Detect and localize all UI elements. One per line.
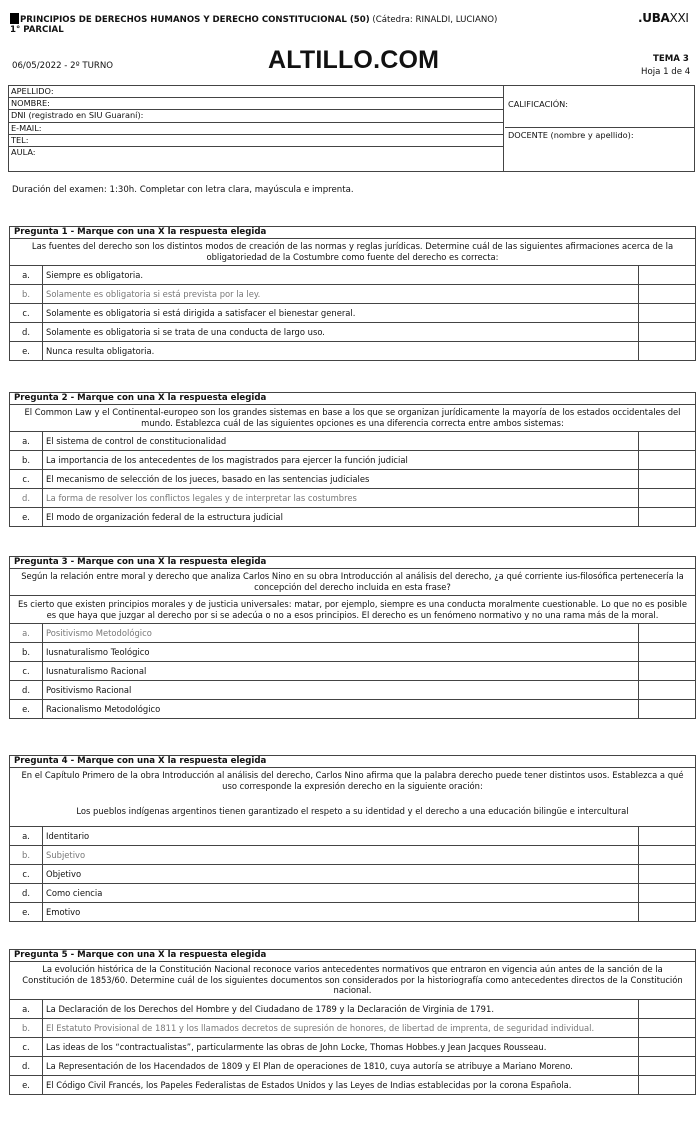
option-text: Solamente es obligatoria si está prevista por la ley. — [43, 285, 639, 303]
option-letter: d. — [10, 681, 43, 699]
answer-box[interactable] — [639, 304, 695, 322]
option-row[interactable] — [10, 470, 695, 489]
option-row[interactable] — [10, 827, 695, 846]
option-text: Las ideas de los “contractualistas”, particularmente las obras de John Locke, Thomas Hobbes.y Jean Jacques Rousseau. — [43, 1038, 639, 1056]
answer-box[interactable] — [639, 323, 695, 341]
option-row[interactable] — [10, 624, 695, 643]
answer-box[interactable] — [639, 451, 695, 469]
course-title-catedra: (Cátedra: RINALDI, LUCIANO) — [369, 15, 498, 25]
option-text: El Código Civil Francés, los Papeles Federalistas de Estados Unidos y las Leyes de Indias establecidas por la corona Española. — [43, 1076, 639, 1094]
option-letter: e. — [10, 700, 43, 718]
option-row[interactable] — [10, 1038, 695, 1057]
student-fields — [9, 86, 504, 171]
answer-box[interactable] — [639, 1000, 695, 1018]
tema-label: TEMA 3 — [653, 54, 689, 64]
option-letter: b. — [10, 451, 43, 469]
question-4 — [9, 755, 696, 922]
option-text: La importancia de los antecedentes de los magistrados para ejercer la función judicial — [43, 451, 639, 469]
option-letter: d. — [10, 489, 43, 507]
answer-box[interactable] — [639, 1057, 695, 1075]
answer-box[interactable] — [639, 470, 695, 488]
field-nombre[interactable]: NOMBRE: — [9, 98, 503, 110]
question-title: Pregunta 2 - Marque con una X la respuesta elegida — [10, 393, 695, 405]
option-text: Siempre es obligatoria. — [43, 266, 639, 284]
answer-box[interactable] — [639, 266, 695, 284]
question-1 — [9, 226, 696, 361]
option-letter: c. — [10, 865, 43, 883]
field-aula[interactable]: AULA: — [11, 146, 36, 157]
option-text: La Declaración de los Derechos del Hombre y del Ciudadano de 1789 y la Declaración de Virginia de 1791. — [43, 1000, 639, 1018]
option-letter: e. — [10, 342, 43, 360]
option-text: Como ciencia — [43, 884, 639, 902]
option-letter: e. — [10, 903, 43, 921]
answer-box[interactable] — [639, 285, 695, 303]
option-row[interactable] — [10, 323, 695, 342]
answer-box[interactable] — [639, 1019, 695, 1037]
field-apellido[interactable]: APELLIDO: — [9, 86, 503, 98]
option-text: Identitario — [43, 827, 639, 845]
option-text: Subjetivo — [43, 846, 639, 864]
question-stem: Las fuentes del derecho son los distintos modos de creación de las normas y reglas jurídicas. Determine cuál de las siguientes afirmaciones acerca de la obligatoriedad de la Costumbre como fuente del derecho es correcta: — [10, 239, 695, 266]
field-calificacion: CALIFICACIÓN: — [505, 86, 695, 128]
option-letter: e. — [10, 508, 43, 526]
answer-box[interactable] — [639, 827, 695, 845]
option-text: La forma de resolver los conflictos legales y de interpretar las costumbres — [43, 489, 639, 507]
option-text: Iusnaturalismo Racional — [43, 662, 639, 680]
question-5 — [9, 949, 696, 1095]
option-letter: a. — [10, 827, 43, 845]
field-docente: DOCENTE (nombre y apellido): — [508, 130, 634, 140]
option-row[interactable] — [10, 285, 695, 304]
option-row[interactable] — [10, 1057, 695, 1076]
answer-box[interactable] — [639, 432, 695, 450]
option-row[interactable] — [10, 700, 695, 719]
question-title: Pregunta 5 - Marque con una X la respuesta elegida — [10, 950, 695, 962]
answer-box[interactable] — [639, 846, 695, 864]
option-row[interactable] — [10, 865, 695, 884]
course-title — [10, 13, 570, 25]
answer-box[interactable] — [639, 662, 695, 680]
option-row[interactable] — [10, 266, 695, 285]
option-letter: c. — [10, 304, 43, 322]
option-letter: c. — [10, 662, 43, 680]
option-row[interactable] — [10, 903, 695, 922]
answer-box[interactable] — [639, 884, 695, 902]
exam-type: 1° PARCIAL — [10, 25, 64, 35]
question-title: Pregunta 4 - Marque con una X la respuesta elegida — [10, 756, 695, 768]
question-stem: La evolución histórica de la Constitución Nacional reconoce varios antecedentes normativos que entraron en vigencia aún antes de la sanción de la Constitución de 1853/60. Determine cuál de los siguientes documentos son considerados por la historiografía como antecedentes directos de la Constitución nacional. — [10, 962, 695, 1000]
option-letter: a. — [10, 266, 43, 284]
option-letter: e. — [10, 1076, 43, 1094]
question-quote: Los pueblos indígenas argentinos tienen garantizado el respeto a su identidad y el derecho a una educación bilingüe e intercultural — [10, 794, 695, 827]
option-text: Solamente es obligatoria si está dirigida a satisfacer el bienestar general. — [43, 304, 639, 322]
option-row[interactable] — [10, 304, 695, 323]
option-text: Racionalismo Metodológico — [43, 700, 639, 718]
answer-box[interactable] — [639, 865, 695, 883]
option-letter: c. — [10, 470, 43, 488]
option-row[interactable] — [10, 1076, 695, 1095]
option-text: Positivismo Racional — [43, 681, 639, 699]
answer-box[interactable] — [639, 903, 695, 921]
option-row[interactable] — [10, 1000, 695, 1019]
option-row[interactable] — [10, 884, 695, 903]
option-letter: a. — [10, 432, 43, 450]
option-row[interactable] — [10, 662, 695, 681]
question-2 — [9, 392, 696, 527]
option-text: Nunca resulta obligatoria. — [43, 342, 639, 360]
option-row[interactable] — [10, 846, 695, 865]
field-tel[interactable]: TEL: — [9, 135, 503, 147]
option-row[interactable] — [10, 342, 695, 361]
logo-uba: .UBA — [638, 11, 670, 25]
option-row[interactable] — [10, 508, 695, 527]
uba-xxi-logo — [638, 11, 689, 25]
option-text: El modo de organización federal de la estructura judicial — [43, 508, 639, 526]
option-letter: d. — [10, 884, 43, 902]
answer-box[interactable] — [639, 508, 695, 526]
answer-box[interactable] — [639, 342, 695, 360]
question-title: Pregunta 3 - Marque con una X la respuesta elegida — [10, 557, 695, 569]
exam-date: 06/05/2022 - 2º TURNO — [12, 61, 114, 71]
watermark-brand: ALTILLO.COM — [268, 46, 440, 74]
field-email[interactable]: E-MAIL: — [9, 123, 503, 135]
answer-box[interactable] — [639, 681, 695, 699]
option-text: El Estatuto Provisional de 1811 y los llamados decretos de supresión de honores, de libertad de imprenta, de seguridad individual. — [43, 1019, 639, 1037]
option-row[interactable] — [10, 681, 695, 700]
logo-xxi: XXI — [669, 11, 689, 25]
question-stem: En el Capítulo Primero de la obra Introducción al análisis del derecho, Carlos Nino afirma que la palabra derecho puede tener distintos usos. Establezca a qué uso corresponde la expresión derecho en la siguiente oración: — [21, 770, 684, 791]
answer-box[interactable] — [639, 700, 695, 718]
option-text: El sistema de control de constitucionalidad — [43, 432, 639, 450]
option-row[interactable] — [10, 643, 695, 662]
exam-instructions: Duración del examen: 1:30h. Completar con letra clara, mayúscula e imprenta. — [12, 185, 354, 195]
answer-box[interactable] — [639, 624, 695, 642]
option-letter: a. — [10, 624, 43, 642]
answer-box[interactable] — [639, 1038, 695, 1056]
option-text: Objetivo — [43, 865, 639, 883]
field-dni[interactable]: DNI (registrado en SIU Guaraní): — [9, 110, 503, 122]
question-stem: El Common Law y el Continental-europeo son los grandes sistemas en base a los que se organizan jurídicamente la mayoría de los estados occidentales del mundo. Establezca cuál de las siguientes opciones es una diferencia correcta entre ambos sistemas: — [10, 405, 695, 432]
option-letter: b. — [10, 1019, 43, 1037]
option-text: Emotivo — [43, 903, 639, 921]
course-title-bold: PRINCIPIOS DE DERECHOS HUMANOS Y DERECHO CONSTITUCIONAL (50) — [20, 15, 370, 25]
option-text: El mecanismo de selección de los jueces, basado en las sentencias judiciales — [43, 470, 639, 488]
option-letter: c. — [10, 1038, 43, 1056]
option-text: Solamente es obligatoria si se trata de una conducta de largo uso. — [43, 323, 639, 341]
page-count: Hoja 1 de 4 — [641, 67, 691, 77]
answer-box[interactable] — [639, 643, 695, 661]
option-letter: b. — [10, 846, 43, 864]
option-row[interactable] — [10, 489, 695, 508]
option-letter: b. — [10, 643, 43, 661]
answer-box[interactable] — [639, 489, 695, 507]
option-letter: d. — [10, 1057, 43, 1075]
option-text: La Representación de los Hacendados de 1809 y El Plan de operaciones de 1810, cuya autoría se atribuye a Mariano Moreno. — [43, 1057, 639, 1075]
option-row[interactable] — [10, 1019, 695, 1038]
option-text: Positivismo Metodológico — [43, 624, 639, 642]
answer-box[interactable] — [639, 1076, 695, 1094]
option-letter: a. — [10, 1000, 43, 1018]
option-row[interactable] — [10, 432, 695, 451]
question-title: Pregunta 1 - Marque con una X la respuesta elegida — [10, 227, 695, 239]
option-text: Iusnaturalismo Teológico — [43, 643, 639, 661]
student-info-table — [8, 85, 695, 172]
question-3 — [9, 556, 696, 719]
question-quote: Es cierto que existen principios morales y de justicia universales: matar, por ejemplo, siempre es una conducta moralmente cuestionable. Lo que no es posible es que haya que juzgar al derecho por si se adecúa o no a esos principios. El derecho es un fenómeno normativo y no una rama más de la moral. — [10, 595, 695, 624]
option-letter: b. — [10, 285, 43, 303]
option-row[interactable] — [10, 451, 695, 470]
option-letter: d. — [10, 323, 43, 341]
black-marker-icon — [10, 13, 19, 24]
question-stem: Según la relación entre moral y derecho que analiza Carlos Nino en su obra Introducción al análisis del derecho, ¿a qué corriente ius-filosófica pertenecería la concepción del derecho incluida en esta frase? — [21, 571, 684, 592]
